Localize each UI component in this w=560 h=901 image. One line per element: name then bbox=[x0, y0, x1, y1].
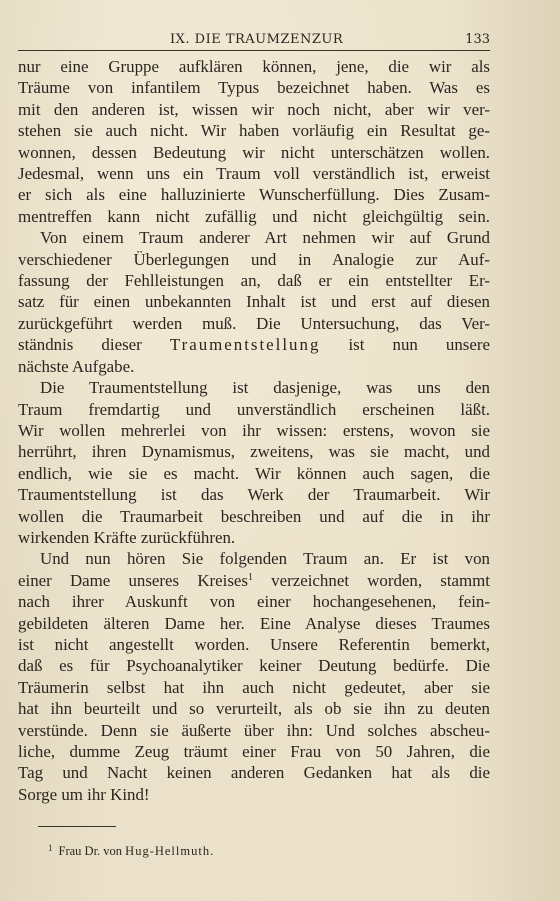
text-line: nächste Aufgabe. bbox=[18, 356, 135, 376]
running-title: IX. DIE TRAUMZENZUR bbox=[170, 32, 344, 47]
text-line: zurückgeführt werden muß. Die Untersuchung, das Ver- bbox=[18, 313, 490, 333]
text-line: Und nun hören Sie folgenden Traum an. Er ist von bbox=[40, 549, 490, 569]
text-line: Von einem Traum anderer Art nehmen wir auf Grund bbox=[40, 228, 490, 248]
footnote-text: Frau Dr. von bbox=[58, 844, 123, 858]
text-line bbox=[18, 570, 490, 591]
body-text bbox=[18, 56, 490, 805]
page-number: 133 bbox=[465, 32, 490, 47]
page-header bbox=[18, 30, 490, 51]
paragraph-1 bbox=[18, 56, 490, 227]
text-line: liche, dumme Zeug träumt einer Frau von 50 Jahren, die bbox=[18, 742, 490, 761]
text-line: mentreffen kann nicht zufällig und nicht gleichgültig sein. bbox=[18, 206, 490, 226]
footnote-name: Hug-Hellmuth. bbox=[125, 844, 215, 858]
text-line: Träumerin selbst hat ihn auch nicht gedeutet, aber sie bbox=[18, 677, 490, 697]
text-line: er sich als eine halluzinierte Wunscherfüllung. Dies Zusam- bbox=[18, 185, 490, 205]
text-line: fassung der Fehlleistungen an, daß er ein entstellter Er- bbox=[18, 271, 490, 291]
text-line: verstünde. Denn sie äußerte über ihn: Und solches abscheu- bbox=[18, 720, 490, 740]
footnote-reference: 1 bbox=[247, 571, 253, 583]
text-line: wirkenden Kräfte zurückführen. bbox=[18, 527, 236, 547]
paragraph-4 bbox=[18, 548, 490, 805]
text-line: endlich, wie sie es macht. Wir können auch sagen, die bbox=[18, 463, 490, 483]
footnote-number: 1 bbox=[48, 843, 53, 853]
paragraph-2 bbox=[18, 227, 490, 377]
footnote-rule bbox=[38, 826, 116, 827]
text-line: Traumentstellung ist das Werk der Traumarbeit. Wir bbox=[18, 485, 490, 505]
text-line: Träume von infantilem Typus bezeichnet haben. Was es bbox=[18, 78, 490, 98]
text-line: daß es für Psychoanalytiker keiner Deutung bedürfe. Die bbox=[18, 656, 490, 676]
text-line: Jedesmal, wenn uns ein Traum voll verständlich ist, erweist bbox=[18, 164, 490, 184]
text-fragment: verzeichnet worden, stammt bbox=[252, 570, 490, 590]
text-fragment: ständnis dieser bbox=[18, 335, 142, 355]
text-line: Die Traumentstellung ist dasjenige, was uns den bbox=[40, 378, 490, 398]
text-line: mit den anderen ist, wissen wir noch nicht, aber wir ver- bbox=[18, 99, 490, 119]
text-line: ist nicht angestellt worden. Unsere Referentin bemerkt, bbox=[18, 634, 490, 654]
text-line: Sorge um ihr Kind! bbox=[18, 784, 150, 804]
text-line bbox=[18, 334, 490, 355]
text-fragment: ist nun unsere bbox=[348, 335, 490, 355]
text-line: Wir wollen mehrerlei von ihr wissen: erstens, wovon sie bbox=[18, 420, 490, 440]
text-line: Traum fremdartig und unverständlich erscheinen läßt. bbox=[18, 399, 490, 419]
text-line: gebildeten älteren Dame her. Eine Analyse dieses Traumes bbox=[18, 613, 490, 633]
paragraph-3 bbox=[18, 377, 490, 548]
emphasized-term: Traumentstellung bbox=[169, 335, 321, 355]
text-line: satz für einen unbekannten Inhalt ist und erst auf diesen bbox=[18, 292, 490, 312]
text-line: verschiedener Überlegungen und in Analogie zur Auf- bbox=[18, 249, 490, 269]
text-line: Tag und Nacht keinen anderen Gedanken hat als die bbox=[18, 763, 490, 783]
text-line: hat ihn beurteilt und so verurteilt, als ob sie ihn zu deuten bbox=[18, 699, 490, 719]
text-line: wonnen, dessen Bedeutung wir nicht unterschätzen wollen. bbox=[18, 142, 490, 162]
text-line: stehen sie auch nicht. Wir haben vorläufig ein Resultat ge- bbox=[18, 121, 490, 141]
text-line: wollen die Traumarbeit beschreiben und auf die in ihr bbox=[18, 506, 490, 526]
footnote bbox=[48, 843, 214, 859]
text-fragment: einer Dame unseres Kreises bbox=[18, 570, 248, 590]
text-line: nach ihrer Auskunft von einer hochangesehenen, fein- bbox=[18, 592, 490, 612]
text-line: herrührt, ihren Dynamismus, zweitens, was sie macht, und bbox=[18, 442, 490, 462]
text-line: nur eine Gruppe aufklären können, jene, die wir als bbox=[18, 57, 490, 76]
